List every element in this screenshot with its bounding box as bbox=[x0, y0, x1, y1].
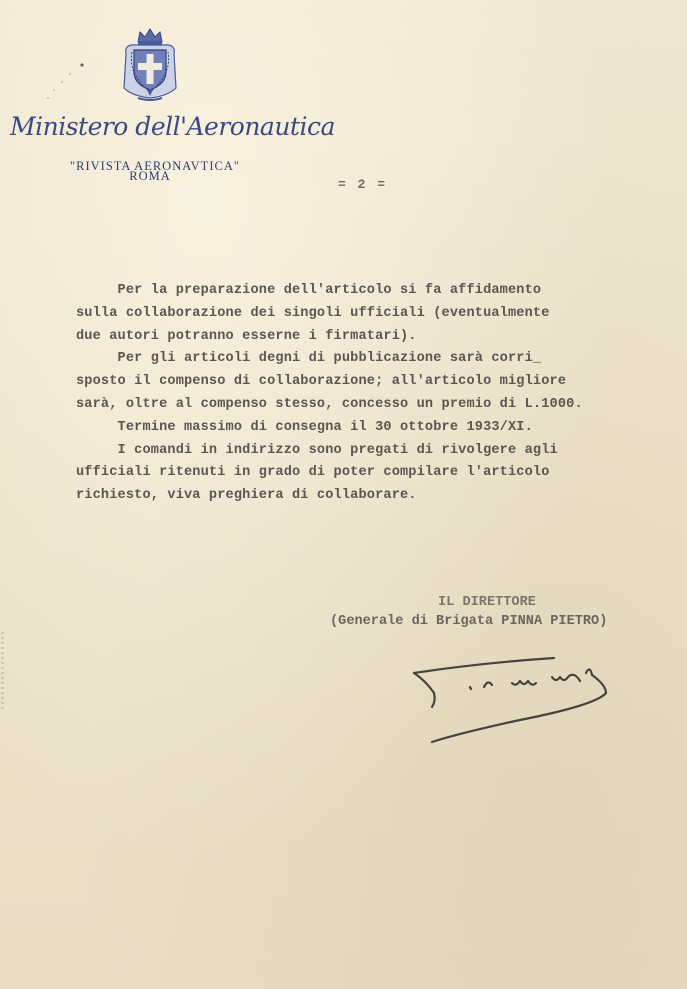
body-line: sulla collaborazione dei singoli ufficiali (eventualmente bbox=[76, 305, 550, 321]
ministry-name: Ministero dell'Aeronautica bbox=[10, 112, 335, 141]
body-line: ufficiali ritenuti in grado di poter compilare l'articolo bbox=[76, 465, 550, 481]
signer-title: IL DIRETTORE bbox=[438, 595, 536, 610]
city-name: ROMA bbox=[129, 169, 171, 183]
signer-name: (Generale di Brigata PINNA PIETRO) bbox=[330, 614, 608, 629]
body-line: Per gli articoli degni di pubblicazione sarà corri_ bbox=[76, 351, 542, 367]
signoff-block bbox=[330, 593, 607, 631]
body-line: sposto il compenso di collaborazione; all'articolo migliore bbox=[76, 374, 567, 390]
page-number: = 2 = bbox=[338, 177, 388, 192]
body-line: Termine massimo di consegna il 30 ottobre 1933/XI. bbox=[76, 419, 533, 435]
body-line: sarà, oltre al compenso stesso, concesso un premio di L.1000. bbox=[76, 396, 583, 412]
paper-blemish bbox=[42, 60, 92, 105]
body-line: I comandi in indirizzo sono pregati di rivolgere agli bbox=[76, 442, 558, 458]
letter-body bbox=[76, 280, 686, 508]
scan-edge-mark bbox=[1, 632, 4, 712]
publication-name: "RIVISTA AERONAVTICA" bbox=[70, 159, 240, 173]
handwritten-signature-icon bbox=[400, 645, 620, 755]
body-line: due autori potranno esserne i firmatari). bbox=[76, 328, 417, 344]
body-line: Per la preparazione dell'articolo si fa affidamento bbox=[76, 283, 542, 298]
coat-of-arms-icon bbox=[118, 26, 182, 104]
body-line: richiesto, viva preghiera di collaborare. bbox=[76, 488, 417, 504]
